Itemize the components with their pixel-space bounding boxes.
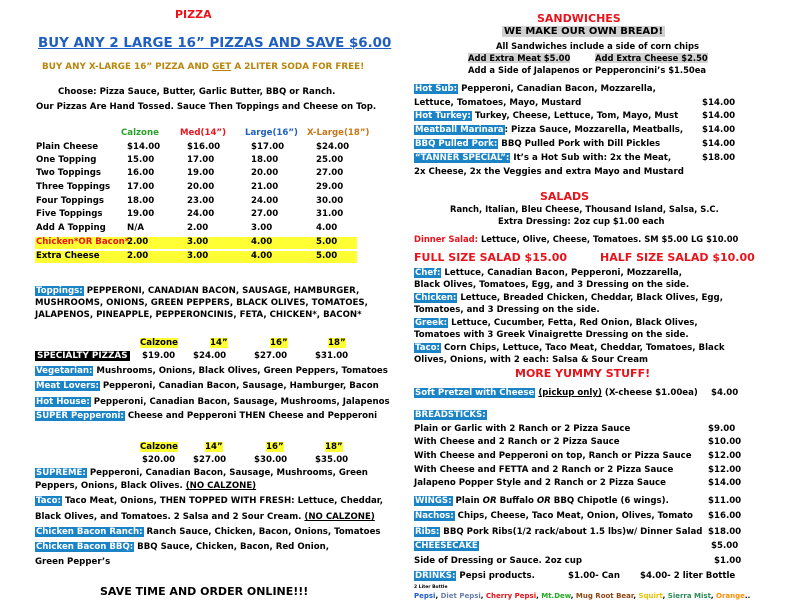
- pizza-row-price: 29.00: [316, 182, 344, 192]
- toppings-label: Toppings:: [36, 286, 83, 296]
- salads-title: SALADS: [540, 190, 590, 203]
- sandwich-desc: BBQ Pulled Pork with Dill Pickles: [498, 139, 661, 149]
- pizza-row-price: 17.00: [127, 182, 155, 192]
- pizza-row-price: N/A: [127, 223, 144, 233]
- salad-item: [414, 318, 698, 328]
- pretzel-text: (X-cheese $1.00ea): [601, 388, 698, 398]
- soda-flavor: Mt.Dew: [541, 592, 571, 600]
- drinks-text: Pepsi products.: [456, 571, 535, 581]
- salad-desc-line2: Olives, Onions, with 2 each: Salsa & Sour Cream: [414, 355, 648, 365]
- nachos-text: Chips, Cheese, Taco Meat, Onion, Olives, Tomato: [454, 511, 693, 521]
- cbb-label: Chicken Bacon BBQ:: [36, 542, 134, 552]
- pizza-row-price: 3.00: [251, 223, 273, 233]
- sandwich-price: $18.00: [702, 153, 736, 163]
- pizza-price-row: [35, 142, 357, 154]
- more-title: MORE YUMMY STUFF!: [515, 367, 651, 380]
- supreme-text2: Peppers, Onions, Black Olives.: [35, 481, 186, 491]
- sandwich-desc-line2: 2x Cheese, 2x the Veggies and extra Mayo and Mustard: [414, 167, 684, 177]
- ribs-label: Ribs:: [415, 527, 440, 537]
- specialty-pizza-item: [35, 366, 388, 376]
- soda-separator: ,: [435, 592, 441, 600]
- specialty-pizza-desc: Pepperoni, Canadian Bacon, Sausage, Mushrooms, Jalapenos: [90, 397, 390, 407]
- chips-note: All Sandwiches include a side of corn chips: [496, 41, 699, 51]
- salad-desc: Corn Chips, Lettuce, Taco Meat, Cheddar, Tomatoes, Black: [441, 343, 725, 353]
- taco-pizza-line1: [35, 496, 383, 506]
- pizza-row-price: 2.00: [187, 223, 209, 233]
- soda-separator: ..: [744, 592, 751, 600]
- pizza-price-row: [35, 223, 357, 235]
- pizza-row-name: Four Toppings: [36, 196, 105, 206]
- col-calzone: Calzone: [121, 128, 159, 138]
- pizza-row-name: Chicken*OR Bacon*: [36, 237, 130, 247]
- sp2-calzone: Calzone: [140, 442, 178, 452]
- specialty-pizza-desc: Mushrooms, Onions, Black Olives, Green Peppers, Tomatoes: [93, 366, 388, 376]
- bread-banner: WE MAKE OUR OWN BREAD!: [504, 26, 664, 37]
- sp1-calzone: Calzone: [140, 338, 178, 348]
- ribs-line: [414, 527, 702, 537]
- wings-plain: Plain: [452, 496, 483, 506]
- drinks-can: $1.00- Can: [568, 571, 620, 581]
- specialty-pizza-name: Hot House:: [36, 397, 90, 407]
- sp2-16: 16”: [266, 442, 284, 452]
- pizza-row-price: 24.00: [187, 209, 215, 219]
- sandwich-price: $14.00: [702, 125, 736, 135]
- pizza-row-price: $17.00: [251, 142, 285, 152]
- sp1-price-16: $27.00: [254, 351, 288, 361]
- soda-separator: ,: [633, 592, 639, 600]
- pizza-row-price: $24.00: [316, 142, 350, 152]
- sp2-price-calzone: $20.00: [142, 455, 176, 465]
- breadstick-price: $10.00: [708, 437, 742, 447]
- half-size-salad: HALF SIZE SALAD $10.00: [600, 251, 755, 264]
- taco-pizza-text2: Black Olives, and Tomatoes. 2 Salsa and 2 Sour Cream.: [35, 512, 305, 522]
- salad-name: Taco:: [415, 343, 440, 353]
- supreme-no-calzone: (NO CALZONE): [185, 481, 257, 491]
- nachos-price: $16.00: [708, 511, 742, 521]
- pizza-row-price: 3.00: [187, 237, 209, 247]
- pizza-price-row: [35, 196, 357, 208]
- sandwich-name: Hot Sub:: [415, 84, 458, 94]
- pizza-price-row: [35, 155, 357, 167]
- sp2-price-14: $27.00: [193, 455, 227, 465]
- pizza-row-price: 18.00: [251, 155, 279, 165]
- hand-tossed-note: Our Pizzas Are Hand Tossed. Sauce Then Toppings and Cheese on Top.: [36, 102, 377, 112]
- pizza-row-price: 21.00: [251, 182, 279, 192]
- salad-name: Chef:: [415, 268, 441, 278]
- wings-label: WINGS:: [415, 496, 452, 506]
- supreme-label: SUPREME:: [36, 468, 86, 478]
- salad-desc: Lettuce, Breaded Chicken, Cheddar, Black Olives, Egg,: [457, 293, 723, 303]
- taco-pizza-text1: Taco Meat, Onions, THEN TOPPED WITH FRESH: Lettuce, Cheddar,: [62, 496, 384, 506]
- pizza-row-price: 20.00: [187, 182, 215, 192]
- sandwich-name: Meatball Marinara: [415, 125, 504, 135]
- breadsticks-label: BREADSTICKS:: [415, 410, 486, 420]
- pizza-price-row: [35, 209, 357, 221]
- soda-flavor: Sierra Mist: [667, 592, 711, 600]
- supreme-line1: [35, 468, 368, 478]
- dinner-salad-label: Dinner Salad:: [414, 234, 479, 244]
- menu-right-column: [400, 0, 792, 612]
- pizza-row-price: 18.00: [127, 196, 155, 206]
- sandwich-name: Hot Turkey:: [415, 111, 471, 121]
- wings-line: [414, 496, 669, 506]
- salad-name: Greek:: [415, 318, 448, 328]
- sp2-price-16: $30.00: [254, 455, 288, 465]
- pizza-row-price: 31.00: [316, 209, 344, 219]
- extra-dressing: Extra Dressing: 2oz cup $1.00 each: [498, 216, 665, 226]
- nachos-label: Nachos:: [415, 511, 454, 521]
- specialty-pizza-desc: Cheese and Pepperoni THEN Cheese and Pepperoni: [124, 411, 378, 421]
- sandwich-desc: Turkey, Cheese, Lettuce, Tom, Mayo, Must: [471, 111, 679, 121]
- pizza-row-price: 5.00: [316, 237, 338, 247]
- promo-xlarge-end: A 2LITER SODA FOR FREE!: [231, 62, 365, 72]
- sandwich-desc: : Pizza Sauce, Mozzarella, Meatballs,: [504, 125, 684, 135]
- nachos-line: [414, 511, 693, 521]
- pretzel-pickup: (pickup only): [538, 388, 602, 398]
- order-online-banner: SAVE TIME AND ORDER ONLINE!!!: [100, 585, 309, 598]
- pizza-row-price: 20.00: [251, 168, 279, 178]
- breadstick-price: $9.00: [708, 424, 736, 434]
- sandwich-price: $14.00: [702, 98, 736, 108]
- soda-separator: ,: [480, 592, 486, 600]
- pizza-row-price: 19.00: [127, 209, 155, 219]
- pizza-row-name: Three Toppings: [36, 182, 111, 192]
- taco-pizza-label: Taco:: [36, 496, 61, 506]
- sandwich-desc: Pepperoni, Canadian Bacon, Mozzarella,: [458, 84, 656, 94]
- soda-flavor: Squirt: [638, 592, 663, 600]
- sandwich-item: [414, 139, 660, 149]
- breadstick-option: With Cheese and 2 Ranch or 2 Pizza Sauce: [414, 437, 620, 447]
- soda-flavor: Orange: [716, 592, 745, 600]
- cbb-line1: [35, 542, 329, 552]
- ribs-text: BBQ Pork Ribs(1/2 rack/about 1.5 lbs)w/ Dinner Salad: [440, 527, 703, 537]
- pizza-price-row: [35, 168, 357, 180]
- pretzel-line: [414, 388, 698, 398]
- specialty-pizza-item: [35, 397, 390, 407]
- pizza-row-price: 17.00: [187, 155, 215, 165]
- salad-desc: Lettuce, Cucumber, Fetta, Red Onion, Black Olives,: [448, 318, 698, 328]
- pizza-row-price: $16.00: [187, 142, 221, 152]
- full-size-salad: FULL SIZE SALAD $15.00: [414, 251, 567, 264]
- pizza-row-price: 19.00: [187, 168, 215, 178]
- soda-flavor: Cherry Pepsi: [485, 592, 537, 600]
- drinks-bottle: $4.00- 2 liter Bottle: [640, 571, 736, 581]
- breadstick-option: With Cheese and Pepperoni on top, Ranch or Pizza Sauce: [414, 451, 692, 461]
- soda-separator: ,: [710, 592, 717, 600]
- breadstick-price: $14.00: [708, 478, 742, 488]
- cheesecake-price: $5.00: [711, 541, 739, 551]
- salad-item: [414, 343, 725, 353]
- breadsticks-heading: [414, 410, 487, 420]
- pizza-row-name: Two Toppings: [36, 168, 102, 178]
- sp2-18: 18”: [325, 442, 343, 452]
- col-xlarge: X-Large(18”): [307, 128, 370, 138]
- ribs-price: $18.00: [708, 527, 742, 537]
- pizza-price-row: [35, 237, 357, 249]
- pizza-row-price: 3.00: [187, 251, 209, 261]
- extra-cheese: Add Extra Cheese $2.50: [595, 53, 708, 63]
- salad-item: [414, 293, 723, 303]
- pizza-row-price: 27.00: [251, 209, 279, 219]
- soda-flavor: Mug Root Bear: [575, 592, 634, 600]
- pretzel-price: $4.00: [711, 388, 739, 398]
- sandwich-item: [414, 111, 678, 121]
- cbb-line2: Green Pepper’s: [35, 557, 111, 567]
- sandwich-item: [414, 84, 656, 94]
- sp1-price-18: $31.00: [315, 351, 349, 361]
- salad-desc-line2: Tomatoes, and 3 Dressing on the side.: [414, 305, 600, 315]
- toppings-line3: JALAPENOS, PINEAPPLE, PEPPERONCINIS, FETA, CHICKEN*, BACON*: [35, 310, 362, 320]
- drinks-label: DRINKS:: [415, 571, 456, 581]
- salad-desc-line2: Black Olives, Tomatoes, Egg, and 3 Dressing on the side.: [414, 280, 690, 290]
- pizza-row-name: Five Toppings: [36, 209, 103, 219]
- soda-separator: ,: [662, 592, 668, 600]
- sp2-price-18: $35.00: [315, 455, 349, 465]
- sandwich-desc: It’s a Hot Sub with: 2x the Meat,: [510, 153, 672, 163]
- wings-bbq: BBQ Chipotle (6 wings).: [550, 496, 669, 506]
- salad-desc: Lettuce, Canadian Bacon, Pepperoni, Mozzarella,: [441, 268, 682, 278]
- pizza-row-price: 23.00: [187, 196, 215, 206]
- pizza-row-price: 15.00: [127, 155, 155, 165]
- sp1-14: 14”: [210, 338, 228, 348]
- specialty-pizza-name: Meat Lovers:: [36, 381, 99, 391]
- promo-xlarge-get: GET: [212, 62, 232, 72]
- sauce-choice: Choose: Pizza Sauce, Butter, Garlic Butter, BBQ or Ranch.: [58, 87, 336, 97]
- sp1-16: 16”: [270, 338, 288, 348]
- pizza-row-name: Plain Cheese: [36, 142, 99, 152]
- breadstick-price: $12.00: [708, 451, 742, 461]
- sandwich-price: $14.00: [702, 139, 736, 149]
- sp2-14: 14”: [205, 442, 223, 452]
- sp1-price-calzone: $19.00: [142, 351, 176, 361]
- pizza-row-price: 2.00: [127, 251, 149, 261]
- pizza-row-price: 27.00: [316, 168, 344, 178]
- sandwich-item: [414, 153, 671, 163]
- pizza-row-price: 25.00: [316, 155, 344, 165]
- supreme-text1: Pepperoni, Canadian Bacon, Sausage, Mushrooms, Green: [86, 468, 368, 478]
- promo-xlarge-text: BUY ANY X-LARGE 16” PIZZA AND: [42, 62, 213, 72]
- toppings-line2: MUSHROOMS, ONIONS, GREEN PEPPERS, BLACK OLIVES, TOMATOES,: [35, 298, 368, 308]
- wings-price: $11.00: [708, 496, 742, 506]
- drinks-line: [414, 571, 535, 581]
- soda-separator: ,: [570, 592, 576, 600]
- sandwich-name: “TANNER SPECIAL”:: [415, 153, 510, 163]
- soda-flavor: Pepsi: [414, 592, 436, 600]
- pizza-row-price: $14.00: [127, 142, 161, 152]
- sandwich-item: [414, 125, 683, 135]
- cbb-text1: BBQ Sauce, Chicken, Bacon, Red Onion,: [134, 542, 329, 552]
- side-dressing: Side of Dressing or Sauce. 2oz cup: [414, 556, 583, 566]
- soda-flavor: Diet Pepsi: [440, 592, 481, 600]
- jalapeno-note: Add a Side of Jalapenos or Pepperoncini’s $1.50ea: [468, 65, 707, 75]
- pizza-row-price: 4.00: [251, 251, 273, 261]
- cbr-label: Chicken Bacon Ranch:: [36, 527, 143, 537]
- salad-name: Chicken:: [415, 293, 457, 303]
- pizza-row-price: 4.00: [251, 237, 273, 247]
- cbr-line: [35, 527, 381, 537]
- specialty-pizza-name: SUPER Pepperoni:: [36, 411, 124, 421]
- dinner-salad-text: Lettuce, Olive, Cheese, Tomatoes. SM $5.00 LG $10.00: [478, 234, 739, 244]
- wings-buffalo: Buffalo: [496, 496, 537, 506]
- breadstick-price: $12.00: [708, 465, 742, 475]
- toppings-line1: PEPPERONI, CANADIAN BACON, SAUSAGE, HAMBURGER,: [83, 286, 360, 296]
- specialty-pizza-desc: Pepperoni, Canadian Bacon, Sausage, Hamburger, Bacon: [99, 381, 379, 391]
- salad-desc-line2: Tomatoes with 3 Greek Vinaigrette Dressing on the side.: [414, 330, 689, 340]
- specialty-pizza-item: [35, 411, 377, 421]
- pizza-row-name: One Topping: [36, 155, 97, 165]
- pizza-row-price: 4.00: [316, 223, 338, 233]
- col-large: Large(16”): [245, 128, 298, 138]
- pizza-price-table: [0, 0, 396, 280]
- sandwich-desc-line2: Lettuce, Tomatoes, Mayo, Mustard: [414, 98, 582, 108]
- wings-or1: OR: [482, 496, 497, 506]
- taco-no-calzone: (NO CALZONE): [304, 512, 375, 522]
- breadstick-option: Plain or Garlic with 2 Ranch or 2 Pizza Sauce: [414, 424, 631, 434]
- supreme-line2: [35, 481, 256, 491]
- pizza-row-price: 2.00: [127, 237, 149, 247]
- pizza-row-price: 5.00: [316, 251, 338, 261]
- taco-pizza-line2: [35, 512, 375, 522]
- sandwich-name: BBQ Pulled Pork:: [415, 139, 498, 149]
- sandwiches-title: SANDWICHES: [537, 12, 621, 25]
- specialty-pizza-item: [35, 381, 379, 391]
- soda-list: [414, 592, 750, 600]
- breadstick-option: Jalapeno Popper Style and 2 Ranch or 2 Pizza Sauce: [414, 478, 666, 488]
- specialty-pizza-name: Vegetarian:: [36, 366, 93, 376]
- pizza-price-row: [35, 251, 357, 263]
- salad-dressings: Ranch, Italian, Bleu Cheese, Thousand Island, Salsa, S.C.: [450, 204, 719, 214]
- pizza-row-price: 24.00: [251, 196, 279, 206]
- pizza-row-name: Extra Cheese: [36, 251, 100, 261]
- pizza-row-price: 16.00: [127, 168, 155, 178]
- pizza-title: PIZZA: [175, 8, 212, 21]
- sp1-18: 18”: [328, 338, 346, 348]
- sandwich-price: $14.00: [702, 111, 736, 121]
- toppings-block: [35, 286, 359, 296]
- pizza-row-name: Add A Topping: [36, 223, 106, 233]
- sodas-small-label: 2 Liter Bottle: [414, 585, 448, 590]
- pizza-row-price: 30.00: [316, 196, 344, 206]
- side-dressing-price: $1.00: [714, 556, 742, 566]
- sp1-price-14: $24.00: [193, 351, 227, 361]
- pizza-price-row: [35, 182, 357, 194]
- cheesecake-line: [414, 541, 479, 551]
- wings-or2: OR: [536, 496, 551, 506]
- dinner-salad-line: [414, 234, 738, 244]
- breadstick-option: With Cheese and FETTA and 2 Ranch or 2 Pizza Sauce: [414, 465, 674, 475]
- pretzel-label: Soft Pretzel with Cheese: [415, 388, 535, 398]
- extra-meat: Add Extra Meat $5.00: [468, 53, 571, 63]
- col-medium: Med(14”): [180, 128, 226, 138]
- salad-item: [414, 268, 682, 278]
- specialty-pizzas-label: SPECIALTY PIZZAS: [37, 351, 128, 361]
- promo-two-large: BUY ANY 2 LARGE 16” PIZZAS AND SAVE $6.00: [38, 36, 392, 51]
- cbr-text: Ranch Sauce, Chicken, Bacon, Onions, Tomatoes: [143, 527, 381, 537]
- pizza-table-header: [0, 128, 396, 140]
- cheesecake-label: CHEESECAKE: [415, 541, 478, 551]
- soda-separator: ,: [536, 592, 542, 600]
